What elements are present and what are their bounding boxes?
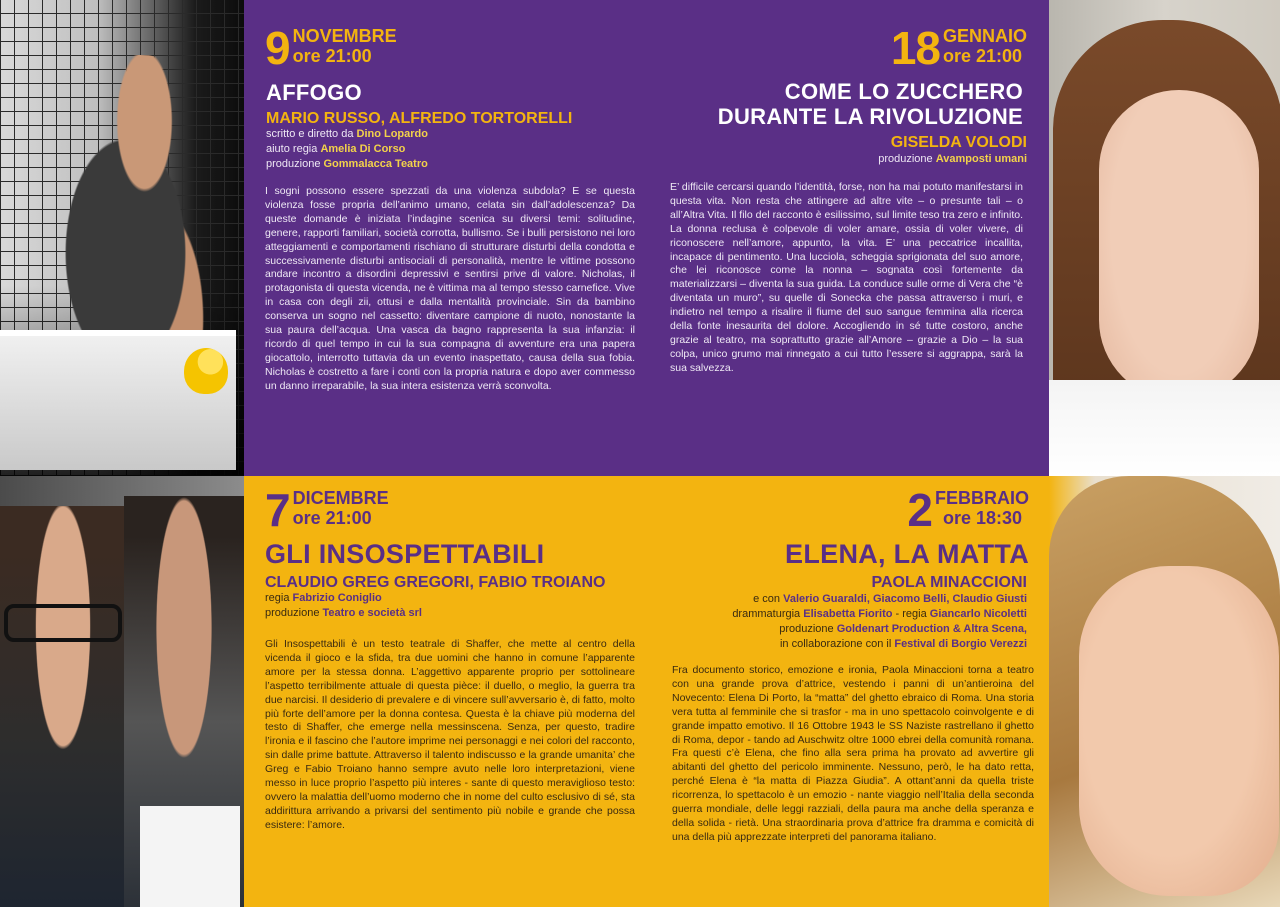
rubber-duck	[184, 348, 228, 394]
credit-label: aiuto regia	[266, 143, 318, 155]
show-title-line: DURANTE LA RIVOLUZIONE	[717, 104, 1023, 129]
face	[1079, 566, 1279, 896]
show-title: GLI INSOSPETTABILI	[265, 539, 545, 569]
credit-value: Giancarlo Nicoletti	[929, 608, 1027, 620]
credit-label: drammaturgia	[732, 608, 801, 620]
show-panel-elena-la-matta	[647, 476, 1049, 907]
credit-value: Teatro e società srl	[322, 607, 422, 619]
credit-line	[732, 592, 1027, 607]
credit-line	[266, 127, 428, 142]
credit-label: scritto e diretto da	[266, 128, 354, 140]
date-month-time	[935, 488, 1029, 528]
show-date	[265, 484, 389, 536]
credit-value: Elisabetta Fiorito	[803, 608, 893, 620]
face	[1099, 90, 1259, 400]
credit-line	[266, 157, 428, 172]
credit-value: Avamposti umani	[935, 153, 1027, 165]
credit-line	[732, 637, 1027, 652]
date-day: 2	[907, 484, 932, 536]
date-month: DICEMBRE	[292, 488, 389, 508]
credit-value: Gommalacca Teatro	[323, 158, 428, 170]
show-description: E’ difficile cercarsi quando l’identità, forse, non ha mai potuto manifestarsi in questa vita. Non resta che attingere ad altre vite – o presunte tali – o all’Altra Vita. Il filo del racconto è esilissimo, sul limite teso tra zero e infinito. La donna reclusa è colpevole di voler amare, ossia di voler vivere, di riconoscere nell’amore, appunto, la vita. E’ una peccatrice incallita, incapace di pentimento. Una lucciola, scheggia sprigionata del suo amore, che lei riconosce come la nonna – sognata così fortemente da materializzarsi – diventa la sua guida. La conduce sulle orme di Vera che “è diventata un muro”, su quelle di Sonecka che passa attraverso i muri, e indietro nel tempo a risalire il fiume del suo sangue femmina alla ricerca della fonte inesaurita del dolore. Accogliendo in sé tutte costoro, anche grazie al teatro, ma soprattutto grazie all’Amore – grazie a Dio – la sua colpa, unico grumo mai rinnegato a cui tutto l’essere si aggrappa, sarà la sua salvezza.	[670, 181, 1023, 374]
credit-value: Amelia Di Corso	[320, 143, 406, 155]
glasses	[4, 604, 122, 642]
date-month: FEBBRAIO	[935, 488, 1029, 508]
date-time: ore 21:00	[292, 46, 372, 66]
show-author: CLAUDIO GREG GREGORI, FABIO TROIANO	[265, 574, 606, 591]
credit-label: in collaborazione con il	[779, 638, 892, 650]
credit-label: - regia	[892, 608, 927, 620]
credit-label: produzione	[878, 153, 933, 165]
credit-line	[878, 152, 1027, 167]
date-time: ore 21:00	[292, 508, 372, 528]
credit-line	[732, 622, 1027, 637]
show-panel-come-lo-zucchero	[647, 0, 1049, 476]
credit-label: produzione	[779, 623, 834, 635]
credit-line	[265, 606, 422, 621]
show-title: ELENA, LA MATTA	[785, 539, 1029, 569]
show-date	[907, 484, 1029, 536]
show-credits	[732, 592, 1027, 652]
photo-giselda-volodi	[1049, 0, 1280, 476]
credit-line	[732, 607, 1027, 622]
photo-affogo-actor-in-bathtub	[0, 0, 244, 476]
credit-line	[265, 591, 422, 606]
photo-paola-minaccioni	[1049, 476, 1280, 907]
date-month-time	[943, 26, 1027, 66]
credit-label: produzione	[265, 607, 320, 619]
show-credits	[878, 152, 1027, 167]
credit-label: produzione	[266, 158, 321, 170]
shirt	[140, 806, 240, 907]
credit-value: Festival di Borgio Verezzi	[894, 638, 1027, 650]
show-author: MARIO RUSSO, ALFREDO TORTORELLI	[266, 110, 573, 127]
actor-left	[0, 506, 126, 907]
date-time: ore 18:30	[943, 508, 1023, 528]
credit-line	[266, 142, 428, 157]
credit-value: Dino Lopardo	[356, 128, 428, 140]
show-author: GISELDA VOLODI	[890, 134, 1027, 151]
photo-gregori-troiano	[0, 476, 244, 907]
credit-label: e con	[753, 593, 781, 605]
date-time: ore 21:00	[942, 46, 1023, 66]
show-description: I sogni possono essere spezzati da una violenza subdola? E se questa violenza fosse propria dell’animo umano, celata sin dall’adolescenza? Da queste domande è iniziata l’indagine scenica su diversi temi: solitudine, genere, rapporti familiari, società corrotta, bullismo. Se i bulli persistono nei loro atteggiamenti e comportamenti rischiano di strutturare disturbi della condotta e successivamente disturbi antisociali di personalità, mentre le vittime possono andare incontro a disordini depressivi e sentirsi prive di valore. Nicholas, il protagonista di questa vicenda, ne è vittima ma al tempo stesso carnefice. Vive in casa con degli zii, ottusi e dalla mentalità provinciale. Sin da bambino conserva un sogno nel cassetto: diventare campione di nuoto, nonostante la sua paura dell’acqua. Una vasca da bagno rappresenta la sua infanzia: il ricordo di quel tempo in cui la sua compagna di avventure era una papera giocattolo, interrotto tuttavia da un evento inaspettato, causa della sua fobia. Nicholas è costretto a fare i conti con la propria natura e dopo aver commesso un danno irreparabile, la sua intera esistenza verrà sconvolta.	[265, 185, 635, 392]
show-author: PAOLA MINACCIONI	[871, 574, 1027, 591]
date-day: 18	[890, 22, 940, 74]
show-panel-affogo	[244, 0, 647, 476]
show-panel-gli-insospettabili	[244, 476, 647, 907]
credit-label: regia	[265, 592, 290, 604]
show-description: Fra documento storico, emozione e ironia, Paola Minaccioni torna a teatro con una grande prova d’attrice, vestendo i panni di un’antieroina del Novecento: Elena Di Porto, la “matta” del ghetto ebraico di Roma. Una storia vera tutta al femminile che si trasfor - ma in uno spettacolo coinvolgente e di grande impatto emotivo. Il 16 Ottobre 1943 le SS Naziste rastrellano il ghetto di Roma, depor - tando ad Auschwitz oltre 1000 ebrei della comunità romana. Fra questi c’è Elena, che fino alla sera prima ha provato ad avvertire gli abitanti del ghetto del pericolo imminente. Nessuno, però, le ha dato retta, perché Elena è “la matta di Piazza Giudia”. A ottant’anni da quella triste ricorrenza, lo spettacolo è un emozio - nante viaggio nell’Italia della seconda guerra mondiale, delle leggi razziali, della paura ma anche della speranza e della solida - rietà. Una straordinaria prova d’attrice fra dramma e comicità di una della più apprezzate interpreti del panorama italiano.	[672, 664, 1034, 843]
credit-value: Valerio Guaraldi, Giacomo Belli, Claudio Giusti	[783, 593, 1027, 605]
show-title	[718, 79, 1023, 129]
show-credits	[266, 127, 428, 172]
show-date	[265, 22, 397, 74]
show-title-line: COME LO ZUCCHERO	[784, 79, 1023, 104]
show-description: Gli Insospettabili è un testo teatrale di Shaffer, che mette al centro della vicenda il gioco e la sfida, tra due uomini che hanno in comune l’apparente amore per la stessa donna. L’aggettivo apparente proprio per sottolineare l’aspetto terribilmente attuale di questa pièce: il duello, o meglio, la guerra tra due narcisi. Il desiderio di prevalere e di vincere sull’avversario è, di fatto, molto più forte dell’amore per la donna contesa. Questa è la chiave più moderna del testo di Shaffer, che emerge nella messinscena. Senza, per questo, tradire l’ironia e il fascino che l’autore imprime nei personaggi e nei colori del racconto, sin dalle prime battute. Attraverso il talento indiscusso e la grande umanita’ che Greg e Fabio Troiano hanno sempre avuto nelle loro interpretazioni, viene messo in luce proprio l’aspetto più interes - sante di questo meraviglioso testo: ovvero la malattia dell’uomo moderno che in nome del culto esclusivo di sé, sta addirittura arrivando a privarsi del sentimento più nobile e grande che possa esistere: l’amore.	[265, 638, 635, 831]
date-day: 9	[265, 22, 290, 74]
show-credits	[265, 591, 422, 621]
credit-value: Fabrizio Coniglio	[292, 592, 382, 604]
date-month: GENNAIO	[942, 26, 1027, 46]
date-day: 7	[265, 484, 290, 536]
date-month: NOVEMBRE	[292, 26, 397, 46]
show-title: AFFOGO	[266, 80, 362, 105]
show-date	[890, 22, 1027, 74]
credit-value: Goldenart Production & Altra Scena,	[836, 623, 1027, 635]
collar	[1049, 380, 1280, 476]
date-month-time	[293, 488, 389, 528]
date-month-time	[293, 26, 397, 66]
